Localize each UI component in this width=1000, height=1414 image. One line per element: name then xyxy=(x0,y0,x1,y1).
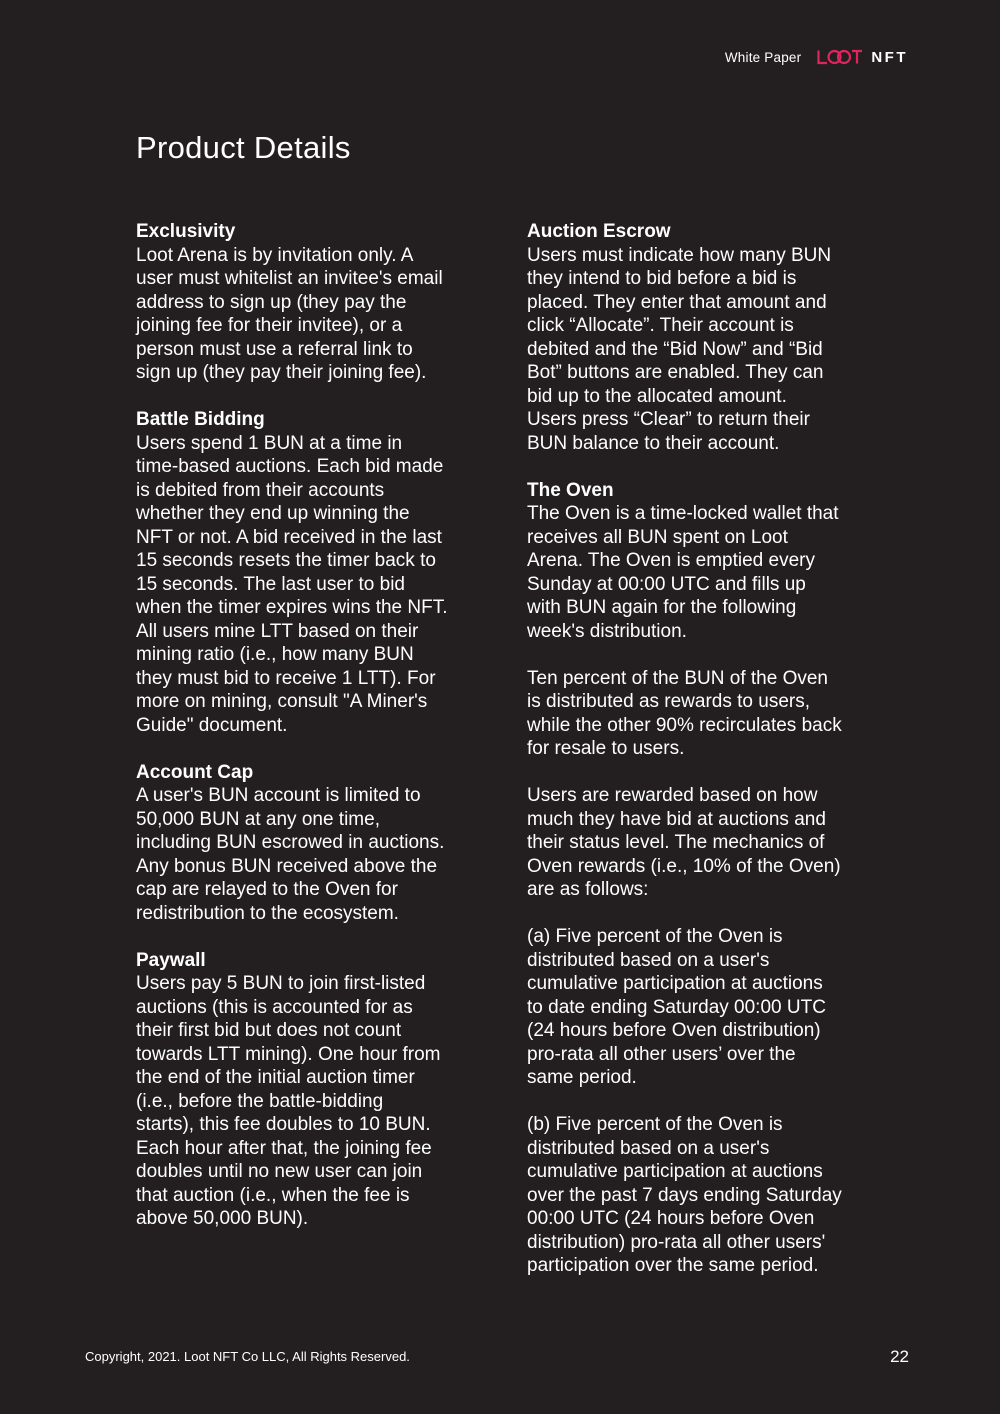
section-title: The Oven xyxy=(527,479,614,501)
section-paragraph: The Oven is a time-locked wallet that receives all BUN spent on Loot Arena. The Oven is emptied every Sunday at 00:00 UTC and fills up with BUN again for the following week's distribution. xyxy=(527,503,839,642)
section-paragraph: (a) Five percent of the Oven is distributed based on a user's cumulative participation at auctions to date ending Saturday 00:00 UTC (24 hours before Oven distribution) pro-rata all other users’ over the same period. xyxy=(527,926,826,1088)
section-title: Paywall xyxy=(136,949,206,971)
section-paragraph: Users spend 1 BUN at a time in time-based auctions. Each bid made is debited from their accounts whether they end up winning the NFT or not. A bid received in the last 15 seconds resets the timer back to 15 seconds. The last user to bid when the timer expires wins the NFT. All users mine LTT based on their mining ratio (i.e., how many BUN they must bid to receive 1 LTT). For more on mining, consult "A Miner's Guide" document. xyxy=(136,432,448,736)
header-label: White Paper xyxy=(724,49,802,65)
loot-logo-mark xyxy=(817,49,863,65)
section-title: Battle Bidding xyxy=(136,409,265,430)
section-paragraph: A user's BUN account is limited to 50,000 BUN at any one time, including BUN escrowed in auctions. Any bonus BUN received above the cap are relayed to the Oven for redistribution to the ecosystem. xyxy=(136,785,445,924)
page-number: 22 xyxy=(890,1347,909,1366)
section-the-oven xyxy=(527,479,872,1278)
section-paragraph: Users pay 5 BUN to join first-listed auctions (this is accounted for as their first bid but does not count towards LTT mining). One hour from the end of the initial auction timer (i.e., before the battle-bidding starts), this fee doubles to 10 BUN. Each hour after that, the joining fee doubles until no new user can join that auction (i.e., when the fee is above 50,000 BUN). xyxy=(136,973,441,1229)
section-paragraph: Ten percent of the BUN of the Oven is distributed as rewards to users, while the other 90% recirculates back for resale to users. xyxy=(527,667,842,759)
right-column xyxy=(527,220,872,1301)
section-title: Account Cap xyxy=(136,761,254,783)
section-paragraph: (b) Five percent of the Oven is distributed based on a user's cumulative participation at auctions over the past 7 days ending Saturday 00:00 UTC (24 hours before Oven distribution) pro-rata all other users' participation over the same period. xyxy=(527,1114,842,1276)
section-paywall xyxy=(136,949,481,1231)
section-account-cap xyxy=(136,761,481,926)
section-title: Auction Escrow xyxy=(527,221,671,242)
loot-nft-logo xyxy=(817,49,908,66)
section-paragraph: Users must indicate how many BUN they intend to bid before a bid is placed. They enter that amount and click “Allocate”. Their account is debited and the “Bid Now” and “Bid Bot” buttons are enabled. They can bid up to the allocated amount. Users press “Clear” to return their BUN balance to their account. xyxy=(527,244,832,454)
section-auction-escrow xyxy=(527,220,872,455)
section-paragraph: Loot Arena is by invitation only. A user must whitelist an invitee's email address to sign up (they pay the joining fee for their invitee), or a person must use a referral link to sign up (they pay their joining fee). xyxy=(136,244,443,383)
section-exclusivity xyxy=(136,220,481,385)
page-header xyxy=(725,46,908,68)
left-column xyxy=(136,220,481,1254)
logo-nft-text: NFT xyxy=(871,48,908,66)
section-paragraph: Users are rewarded based on how much they have bid at auctions and their status level. The mechanics of Oven rewards (i.e., 10% of the Oven) are as follows: xyxy=(527,785,841,900)
footer-copyright: Copyright, 2021. Loot NFT Co LLC, All Rights Reserved. xyxy=(85,1349,410,1364)
section-title: Exclusivity xyxy=(136,221,236,242)
section-battle-bidding xyxy=(136,408,481,737)
page-title: Product Details xyxy=(136,130,351,165)
